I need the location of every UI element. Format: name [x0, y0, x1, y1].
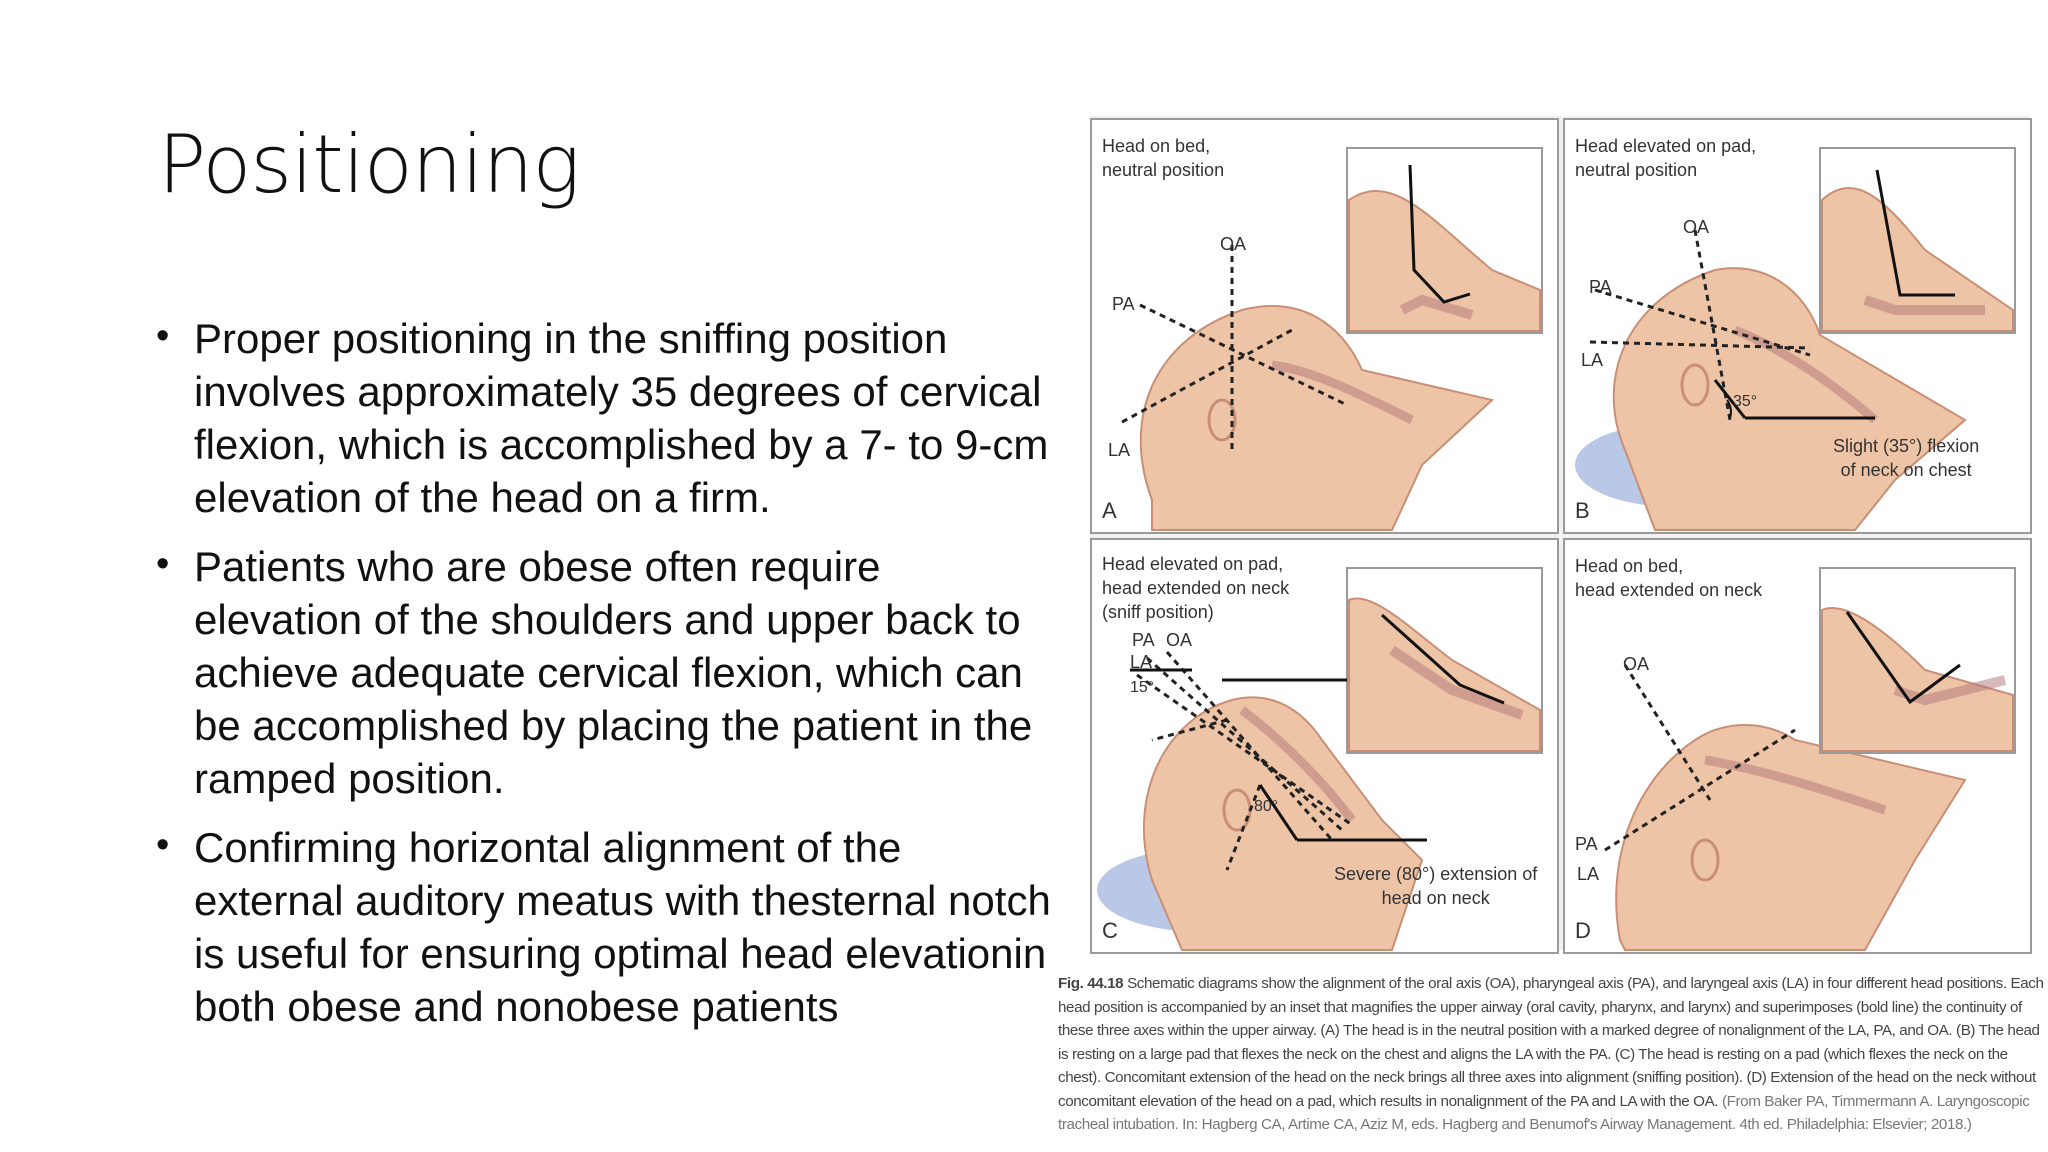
pa-label: PA — [1112, 294, 1135, 314]
pa-label: PA — [1589, 277, 1612, 297]
angle-label: 80° — [1254, 798, 1279, 815]
caption-credit: (From Baker PA, Timmermann A. Laryngoscopic tracheal intubation. In: Hagberg CA, Artime CA, Aziz M, eds. Hagberg and Benumof's Airway Management. 4th ed. Philadelphia: Elsevier; 2018.) — [1058, 1092, 2030, 1133]
figure-number: Fig. 44.18 — [1058, 975, 1124, 992]
panel-letter: A — [1102, 498, 1117, 523]
caption-text: Schematic diagrams show the alignment of the oral axis (OA), pharyngeal axis (PA), and laryngeal axis (LA) in four different head positions. Each head position is accompanied by an inset that magnifies the upper airway (oral cavity, pharynx, and larynx) and superimposes (bold line) the continuity of these three axes within the upper airway. (A) The head is in the neutral position with a marked degree of nonalignment of the LA, PA, and OA. (B) The head is resting on a large pad that flexes the neck on the chest and aligns the LA with the PA. (C) The head is resting on a pad (which flexes the neck on the chest). Concomitant extension of the head on the neck brings all three axes into alignment (sniffing position). (D) Extension of the head on the neck without concomitant elevation of the head on a pad, which results in nonalignment of the PA and LA with the OA. — [1058, 975, 2044, 1110]
airway-figure — [1090, 116, 2030, 950]
oa-label: OA — [1220, 234, 1247, 254]
pa-label: PA — [1575, 834, 1598, 854]
la-label: LA — [1577, 864, 1600, 884]
oa-label: OA — [1166, 630, 1193, 650]
panel-d — [1563, 538, 2032, 954]
bullet-item: • Confirming horizontal alignment of the external auditory meatus with thesternal notch is useful for ensuring optimal head elevationin both obese and nonobese patients — [152, 821, 1052, 1033]
bullet-item: • Patients who are obese often require elevation of the shoulders and upper back to achieve adequate cervical flexion, which can be accomplished by placing the patient in the ramped position. — [152, 540, 1052, 805]
bullet-item: • Proper positioning in the sniffing position involves approximately 35 degrees of cervical flexion, which is accomplished by a 7- to 9-cm elevation of the head on a firm. — [152, 312, 1052, 524]
slide-title: Positioning — [158, 118, 580, 211]
panel-letter: D — [1575, 918, 1591, 943]
oa-label: OA — [1623, 654, 1650, 674]
figure-caption — [1058, 972, 2048, 1137]
panel-b-heading: Head elevated on pad, neutral position — [1575, 136, 1757, 180]
panel-a-heading: Head on bed, neutral position — [1102, 136, 1225, 180]
panel-letter: C — [1102, 918, 1118, 943]
panel-c-heading: Head elevated on pad, head extended on neck (sniff position) — [1102, 554, 1290, 622]
panel-letter: B — [1575, 498, 1590, 523]
oa-label: OA — [1683, 217, 1710, 237]
angle-label: 35° — [1733, 393, 1758, 410]
panel-c — [1090, 538, 1559, 954]
panel-d-heading: Head on bed, head extended on neck — [1575, 556, 1763, 600]
la-label: LA — [1108, 440, 1131, 460]
panel-b — [1563, 118, 2032, 534]
panel-b-note: Slight (35°) flexion of neck on chest — [1833, 436, 1980, 480]
angle-label: 15° — [1130, 679, 1155, 696]
bullet-list — [152, 312, 1052, 1049]
panel-c-note: Severe (80°) extension of head on neck — [1334, 864, 1538, 908]
panel-a — [1090, 118, 1559, 534]
pa-label: PA — [1132, 630, 1155, 650]
la-label: LA — [1130, 652, 1153, 672]
la-label: LA — [1581, 350, 1604, 370]
